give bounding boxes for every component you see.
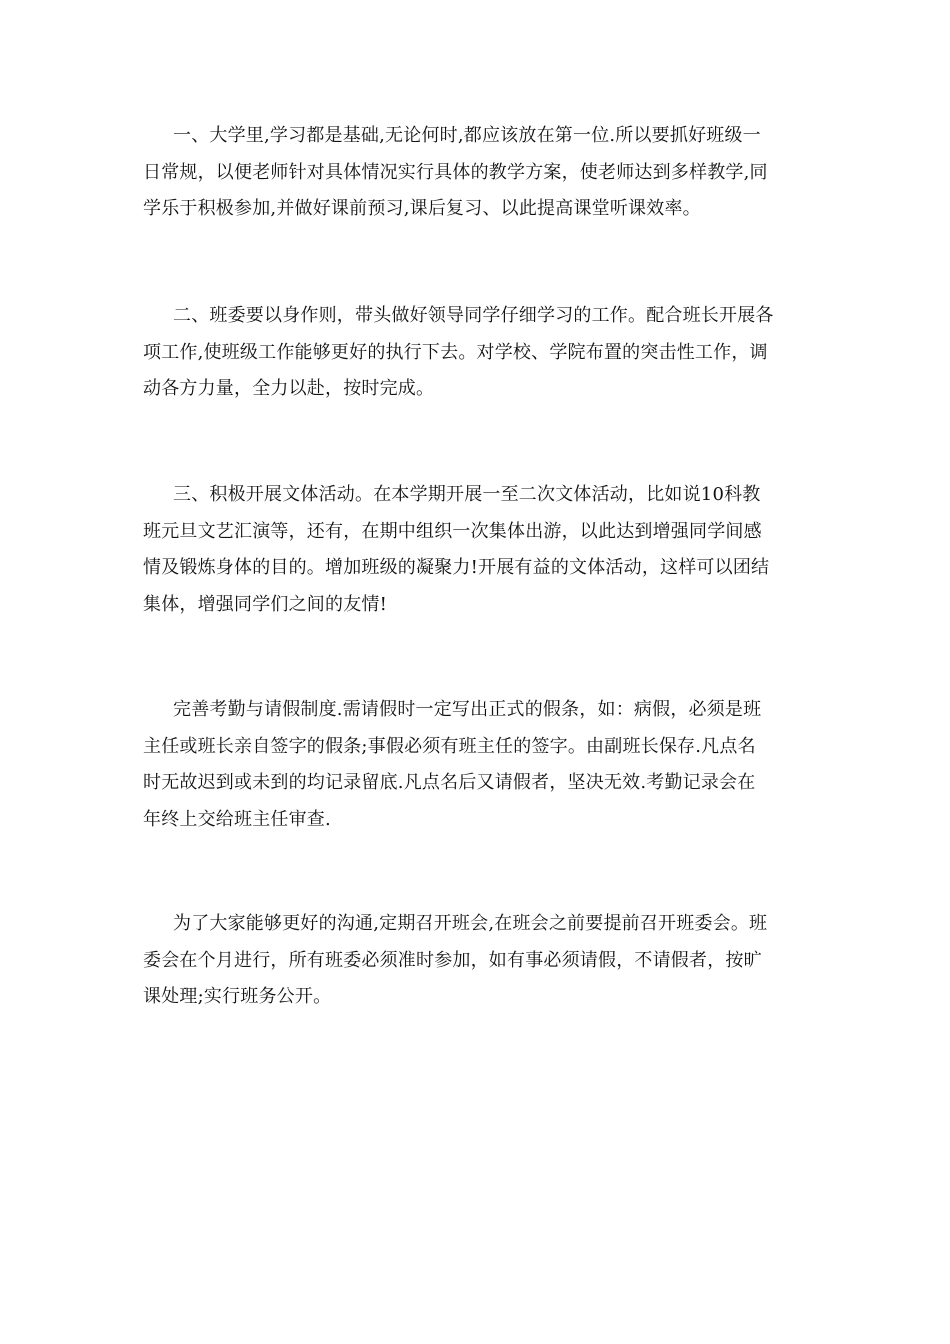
paragraph-line: 主任或班长亲自签字的假条;事假必须有班主任的签字。由副班长保存.凡点名 bbox=[143, 735, 756, 757]
paragraph-meetings bbox=[143, 906, 808, 1016]
paragraph-line: 一、大学里,学习都是基础,无论何时,都应该放在第一位.所以要抓好班级一 bbox=[173, 125, 761, 146]
paragraph-line: 三、积极开展文体活动。在本学期开展一至二次文体活动，比如说10科教 bbox=[173, 484, 761, 505]
paragraph-committee bbox=[143, 298, 808, 408]
paragraph-activities bbox=[143, 477, 808, 623]
paragraph-line: 课处理;实行班务公开。 bbox=[143, 986, 332, 1007]
paragraph-line: 集体，增强同学们之间的友情! bbox=[143, 593, 388, 615]
paragraph-line: 完善考勤与请假制度.需请假时一定写出正式的假条，如：病假，必须是班 bbox=[173, 699, 762, 720]
paragraph-line: 班元旦文艺汇演等，还有，在期中组织一次集体出游，以此达到增强同学间感 bbox=[143, 520, 762, 542]
paragraph-line: 项工作,使班级工作能够更好的执行下去。对学校、学院布置的突击性工作，调 bbox=[143, 341, 768, 363]
paragraph-line: 年终上交给班主任审查. bbox=[143, 808, 331, 830]
paragraph-line: 二、班委要以身作则，带头做好领导同学仔细学习的工作。配合班长开展各 bbox=[173, 305, 774, 326]
paragraph-line: 动各方力量，全力以赴，按时完成。 bbox=[143, 378, 435, 399]
paragraph-line: 日常规，以便老师针对具体情况实行具体的教学方案，使老师达到多样教学,同 bbox=[143, 161, 768, 183]
paragraph-line: 委会在个月进行，所有班委必须准时参加，如有事必须请假，不请假者，按旷 bbox=[143, 949, 762, 971]
paragraph-line: 为了大家能够更好的沟通,定期召开班会,在班会之前要提前召开班委会。班 bbox=[173, 913, 768, 934]
paragraph-line: 情及锻炼身体的目的。增加班级的凝聚力!开展有益的文体活动，这样可以团结 bbox=[143, 557, 770, 578]
paragraph-line: 时无故迟到或未到的均记录留底.凡点名后又请假者，坚决无效.考勤记录会在 bbox=[143, 772, 756, 793]
paragraph-study bbox=[143, 118, 808, 228]
paragraph-line: 学乐于积极参加,并做好课前预习,课后复习、以此提高课堂听课效率。 bbox=[143, 198, 701, 219]
paragraph-attendance bbox=[143, 692, 808, 838]
